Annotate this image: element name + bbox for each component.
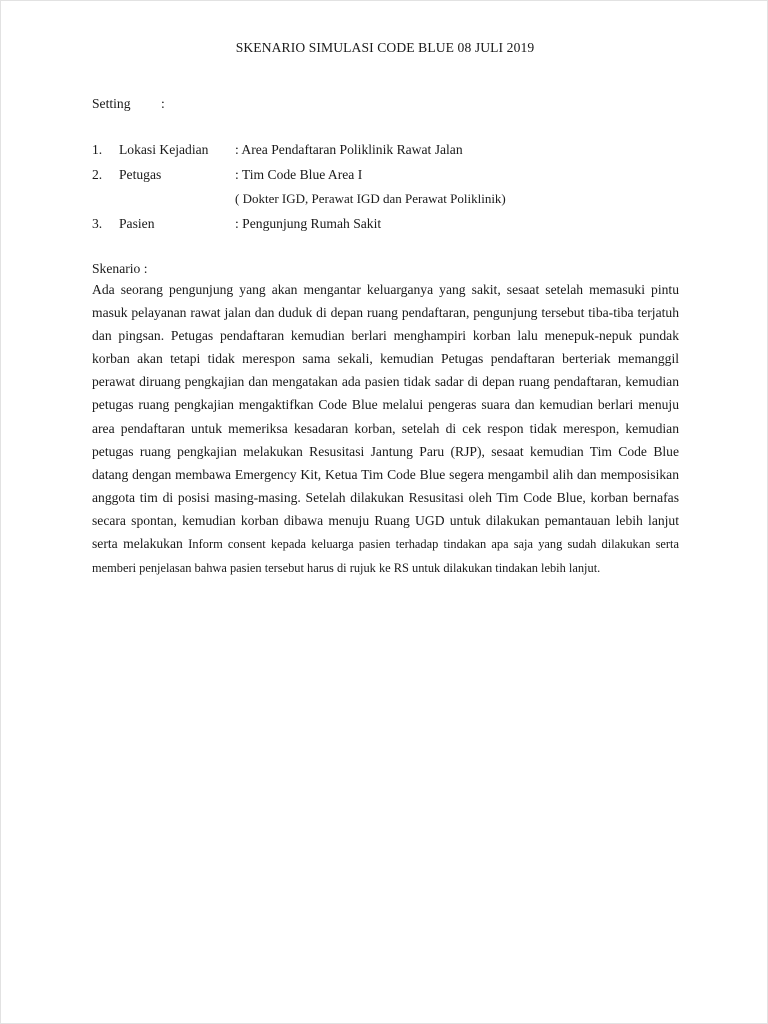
item-number: 3. xyxy=(92,216,103,231)
item-value: : Pengunjung Rumah Sakit xyxy=(235,216,382,231)
document-title: SKENARIO SIMULASI CODE BLUE 08 JULI 2019 xyxy=(235,40,535,55)
skenario-text: Ada seorang pengunjung yang akan mengantar keluarganya yang sakit, sesaat setelah memasuki pintu masuk pelayanan rawat jalan dan duduk di depan ruang pendaftaran, pengunjung tersebut tiba-tiba terjatuh dan pingsan. Petugas pendaftaran kemudian berlari menghampiri korban lalu menepuk-nepuk pundak korban akan tetapi tidak merespon sama sekali, kemudian Petugas pendaftaran berteriak memanggil perawat diruang pengkajian dan mengatakan ada pasien tidak sadar di depan ruang pendaftaran, kemudian petugas ruang pengkajian mengaktifkan Code Blue melalui pengeras suara dan kemudian berlari menuju area pendaftaran untuk memeriksa kesadaran korban, setelah di cek respon tidak merespon, kemudian petugas ruang pengkajian melakukan Resusitasi Jantung Paru (RJP), sesaat kemudian Tim Code Blue datang dengan membawa Emergency Kit, Ketua Tim Code Blue segera mengambil alih dan memposisikan anggota tim di posisi masing-masing. Setelah dilakukan Resusitasi oleh Tim Code Blue, korban bernafas secara spontan, kemudian korban dibawa menuju Ruang UGD untuk dilakukan pemantauan lebih lanjut serta melakukan xyxy=(92,282,679,552)
setting-label: Setting xyxy=(92,96,131,111)
setting-row xyxy=(92,96,165,112)
item-label: Petugas xyxy=(119,167,162,182)
item-number: 2. xyxy=(92,167,103,182)
item-value: : Tim Code Blue Area I xyxy=(235,167,363,182)
item-label: Lokasi Kejadian xyxy=(119,142,209,157)
item-number: 1. xyxy=(92,142,103,157)
setting-colon: : xyxy=(161,96,165,111)
item-value-detail: ( Dokter IGD, Perawat IGD dan Perawat Poliklinik) xyxy=(235,191,506,206)
skenario-paragraph xyxy=(92,278,679,580)
item-label: Pasien xyxy=(119,216,155,231)
skenario-text-small: Inform consent kepada keluarga pasien terhadap tindakan apa saja yang sudah dilakukan serta memberi penjelasan bahwa pasien tersebut harus di rujuk ke RS untuk dilakukan tindakan lebih lanjut. xyxy=(92,537,679,576)
item-value: : Area Pendaftaran Poliklinik Rawat Jalan xyxy=(235,142,463,157)
skenario-heading: Skenario : xyxy=(92,261,148,276)
